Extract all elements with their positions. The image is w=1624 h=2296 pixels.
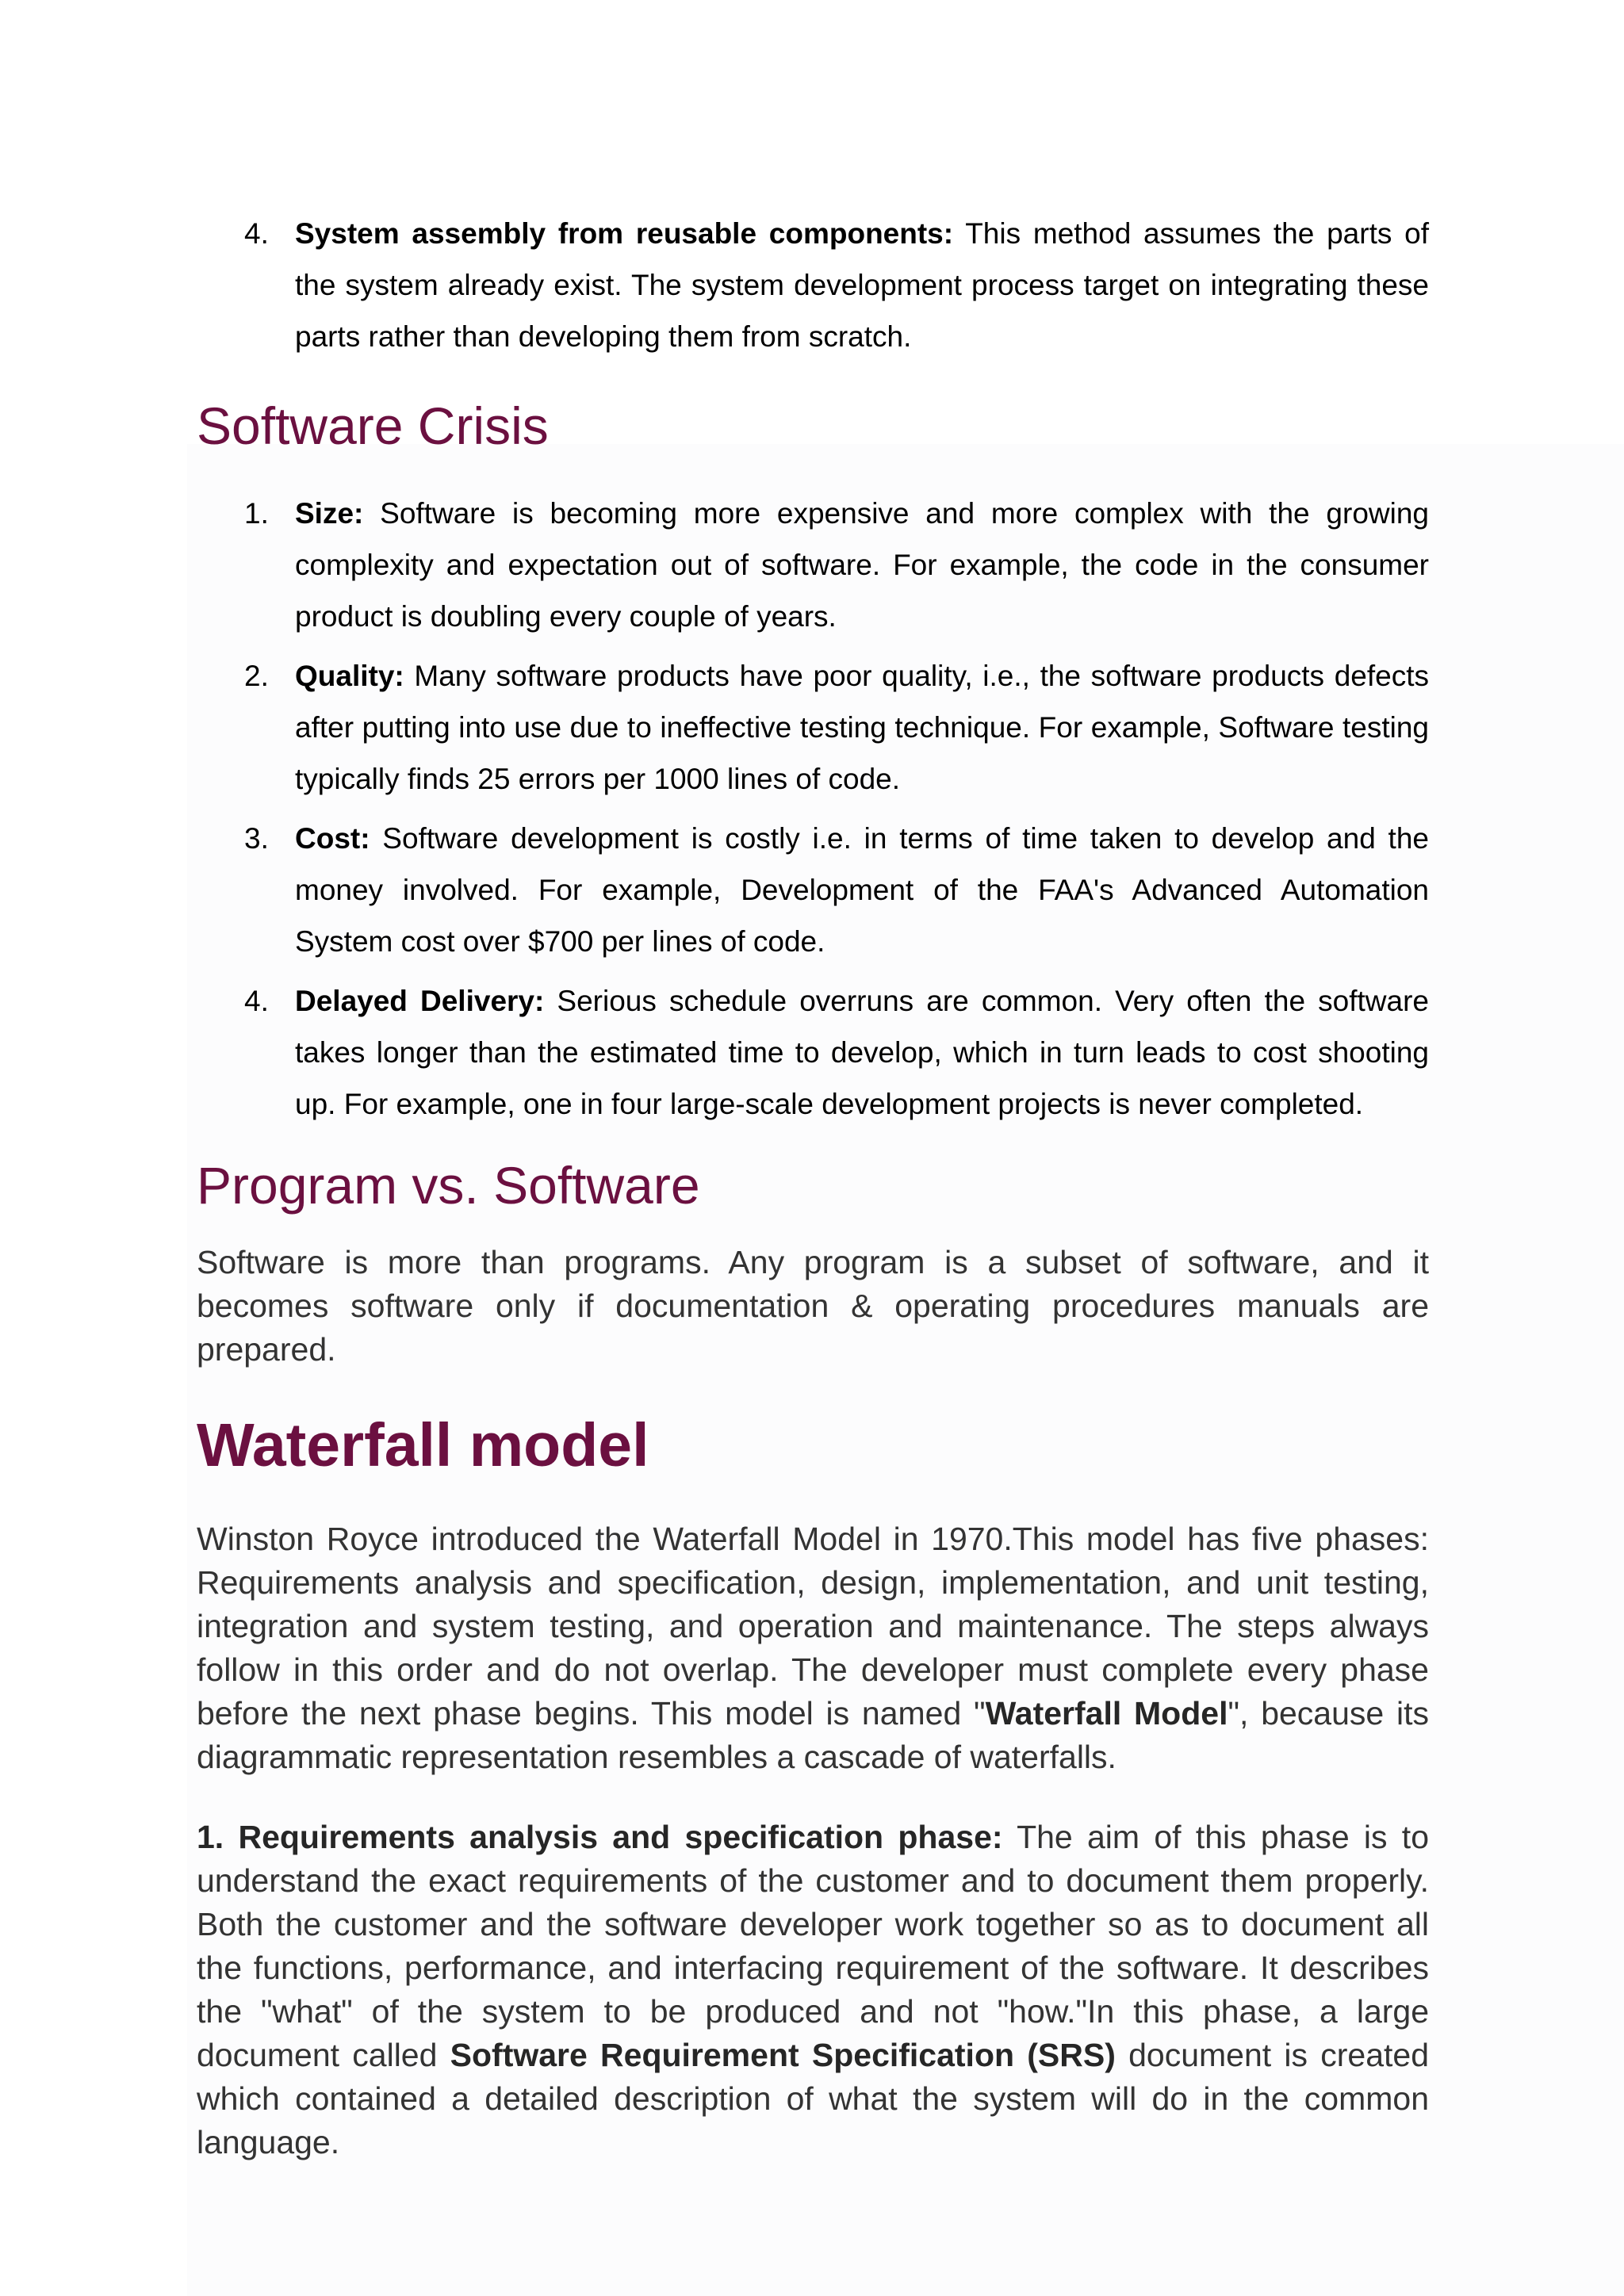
waterfall-model-heading: Waterfall model [197,1411,649,1479]
list-item-term: Quality: [295,660,404,692]
program-vs-software-paragraph: Software is more than programs. Any program is a subset of software, and it becomes software only if documentation & operating procedures manuals are prepared. [197,1244,1429,1368]
list-item [197,650,1429,805]
list-item-text: This method assumes the parts of the system already exist. The system development process target on integrating these parts rather than developing them from scratch. [295,217,1429,353]
intro-text-before: Winston Royce introduced the Waterfall Model in 1970.This model has five phases: Requirements analysis and specification, design, implementation, and unit testing, integration and system testing, and operation and maintenance. The steps always follow in this order and do not overlap. The developer must complete every phase before the next phase begins. This model is named " [197,1521,1429,1732]
phase1-title: 1. Requirements analysis and specification phase: [197,1819,1003,1855]
list-item [197,488,1429,642]
list-item-text: Software development is costly i.e. in terms of time taken to develop and the money involved. For example, Development of the FAA's Advanced Automation System cost over $700 per lines of code. [295,822,1429,958]
list-item-text: Many software products have poor quality, i.e., the software products defects after putting into use due to ineffective testing technique. For example, Software testing typically finds 25 errors per 1000 lines of code. [295,660,1429,795]
intro-text-after: ", because its diagrammatic representation resembles a cascade of waterfalls. [197,1695,1429,1775]
list-item-text: Software is becoming more expensive and more complex with the growing complexity and expectation out of software. For example, the code in the consumer product is doubling every couple of years. [295,497,1429,633]
list-item-term: Cost: [295,822,370,855]
phase1-paragraph [197,1816,1429,2164]
list-item-number: 3. [244,822,269,855]
process-list [197,208,1429,362]
list-item-term: Size: [295,497,364,530]
intro-bold: Waterfall Model [985,1695,1228,1732]
list-item-text: Serious schedule overruns are common. Very often the software takes longer than the estimated time to develop, which in turn leads to cost shooting up. For example, one in four large-scale development projects is never completed. [295,985,1429,1120]
program-vs-software-heading: Program vs. Software [197,1156,700,1215]
waterfall-intro-paragraph [197,1517,1429,1779]
list-item-number: 1. [244,497,269,530]
software-crisis-list [197,488,1429,1130]
software-crisis-heading: Software Crisis [197,396,549,455]
phase1-text-before: The aim of this phase is to understand the exact requirements of the customer and to document them properly. Both the customer and the software developer work together so as to document all the functions, performance, and interfacing requirement of the software. It describes the "what" of the system to be produced and not "how."In this phase, a large document called [197,1819,1430,2073]
list-item [197,813,1429,967]
list-item-number: 2. [244,660,269,692]
list-item [197,975,1429,1130]
list-item-term: Delayed Delivery: [295,985,545,1017]
page-content [197,208,1429,2164]
phase1-bold: Software Requirement Specification (SRS) [450,2037,1116,2073]
list-item-number: 4. [244,985,269,1017]
list-item-number: 4. [244,217,269,250]
phase1-text-after: document is created which contained a detailed description of what the system will do in the common language. [197,2037,1430,2160]
list-item-term: System assembly from reusable components: [295,217,954,250]
list-item [197,208,1429,362]
